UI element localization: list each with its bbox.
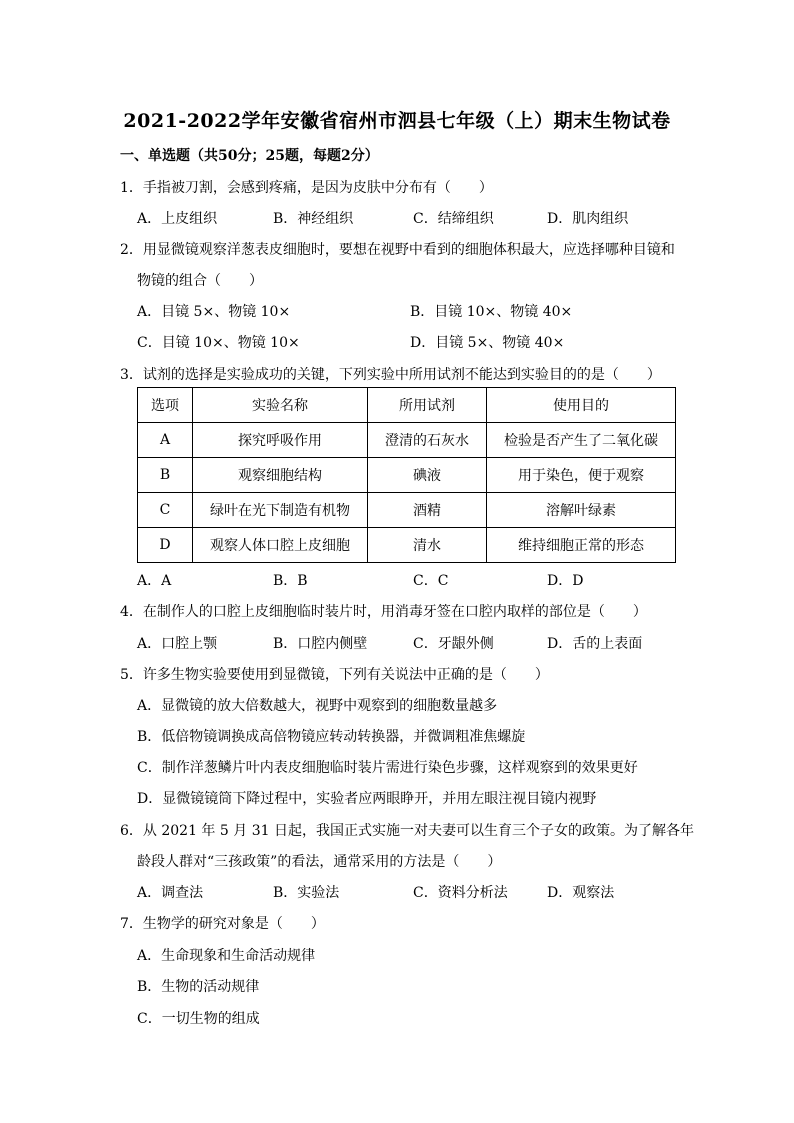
- q1-option-a: A．上皮组织: [137, 211, 218, 227]
- question-4-stem: 4．在制作人的口腔上皮细胞临时装片时，用消毒牙签在口腔内取样的部位是（ ）: [120, 604, 647, 620]
- experiment-table: [137, 387, 676, 563]
- table-header: 所用试剂: [368, 388, 487, 423]
- table-cell: 观察人体口腔上皮细胞: [193, 528, 368, 563]
- q4-option-d: D．舌的上表面: [547, 636, 643, 652]
- table-cell: 澄清的石灰水: [368, 423, 487, 458]
- table-row: [138, 528, 676, 563]
- question-2-stem-line-1: 2．用显微镜观察洋葱表皮细胞时，要想在视野中看到的细胞体积最大，应选择哪种目镜和: [120, 242, 675, 258]
- table-cell: 用于染色，便于观察: [487, 458, 676, 493]
- table-cell: D: [138, 528, 193, 563]
- q5-option-d: D．显微镜镜筒下降过程中，实验者应两眼睁开，并用左眼注视目镜内视野: [137, 791, 597, 807]
- q2-option-d: D．目镜 5×、物镜 40×: [410, 335, 565, 351]
- table-row: [138, 423, 676, 458]
- table-cell: 溶解叶绿素: [487, 493, 676, 528]
- table-cell: 清水: [368, 528, 487, 563]
- q6-option-b: B．实验法: [273, 885, 340, 901]
- table-cell: 观察细胞结构: [193, 458, 368, 493]
- q2-option-c: C．目镜 10×、物镜 10×: [137, 335, 300, 351]
- question-2-stem-line-2: 物镜的组合（ ）: [137, 273, 263, 289]
- table-cell: 绿叶在光下制造有机物: [193, 493, 368, 528]
- table-cell: 维持细胞正常的形态: [487, 528, 676, 563]
- q4-option-a: A．口腔上颚: [137, 636, 218, 652]
- table-cell: 检验是否产生了二氧化碳: [487, 423, 676, 458]
- table-row: [138, 458, 676, 493]
- q6-option-d: D．观察法: [547, 885, 615, 901]
- q7-option-a: A．生命现象和生命活动规律: [137, 948, 316, 964]
- q1-option-d: D．肌肉组织: [547, 211, 629, 227]
- question-7-stem: 7．生物学的研究对象是（ ）: [120, 916, 325, 932]
- q5-option-b: B．低倍物镜调换成高倍物镜应转动转换器，并微调粗准焦螺旋: [137, 729, 526, 745]
- question-3-stem: 3．试剂的选择是实验成功的关键，下列实验中所用试剂不能达到实验目的的是（ ）: [120, 367, 661, 383]
- q2-option-a: A．目镜 5×、物镜 10×: [137, 304, 291, 320]
- q1-option-b: B．神经组织: [273, 211, 354, 227]
- q4-option-b: B．口腔内侧壁: [273, 636, 368, 652]
- q3-option-a: A．A: [137, 573, 172, 589]
- page-title: 2021-2022学年安徽省宿州市泗县七年级（上）期末生物试卷: [123, 110, 671, 132]
- q6-option-c: C．资料分析法: [413, 885, 508, 901]
- table-cell: A: [138, 423, 193, 458]
- q4-option-c: C．牙龈外侧: [413, 636, 494, 652]
- table-cell: 碘液: [368, 458, 487, 493]
- table-header-row: [138, 388, 676, 423]
- table-cell: C: [138, 493, 193, 528]
- table-cell: 探究呼吸作用: [193, 423, 368, 458]
- q3-option-c: C．C: [413, 573, 449, 589]
- table-cell: 酒精: [368, 493, 487, 528]
- q5-option-a: A．显微镜的放大倍数越大，视野中观察到的细胞数量越多: [137, 698, 498, 714]
- q7-option-b: B．生物的活动规律: [137, 979, 260, 995]
- table-cell: B: [138, 458, 193, 493]
- question-1-stem: 1．手指被刀割，会感到疼痛，是因为皮肤中分布有（ ）: [120, 180, 493, 196]
- table-header: 实验名称: [193, 388, 368, 423]
- q1-option-c: C．结缔组织: [413, 211, 494, 227]
- q6-option-a: A．调查法: [137, 885, 204, 901]
- table-header: 选项: [138, 388, 193, 423]
- table-header: 使用目的: [487, 388, 676, 423]
- q7-option-c: C．一切生物的组成: [137, 1011, 260, 1027]
- question-6-stem-line-2: 龄段人群对“三孩政策”的看法，通常采用的方法是（ ）: [137, 854, 502, 870]
- section-heading: 一、单选题（共50分；25题，每题2分）: [120, 148, 379, 164]
- q3-option-d: D．D: [547, 573, 584, 589]
- q5-option-c: C．制作洋葱鳞片叶内表皮细胞临时装片需进行染色步骤，这样观察到的效果更好: [137, 760, 638, 776]
- q3-option-b: B．B: [273, 573, 308, 589]
- table-row: [138, 493, 676, 528]
- question-6-stem-line-1: 6．从 2021 年 5 月 31 日起，我国正式实施一对夫妻可以生育三个子女的政策。为了解各年: [120, 823, 694, 839]
- question-5-stem: 5．许多生物实验要使用到显微镜，下列有关说法中正确的是（ ）: [120, 667, 549, 683]
- q2-option-b: B．目镜 10×、物镜 40×: [410, 304, 573, 320]
